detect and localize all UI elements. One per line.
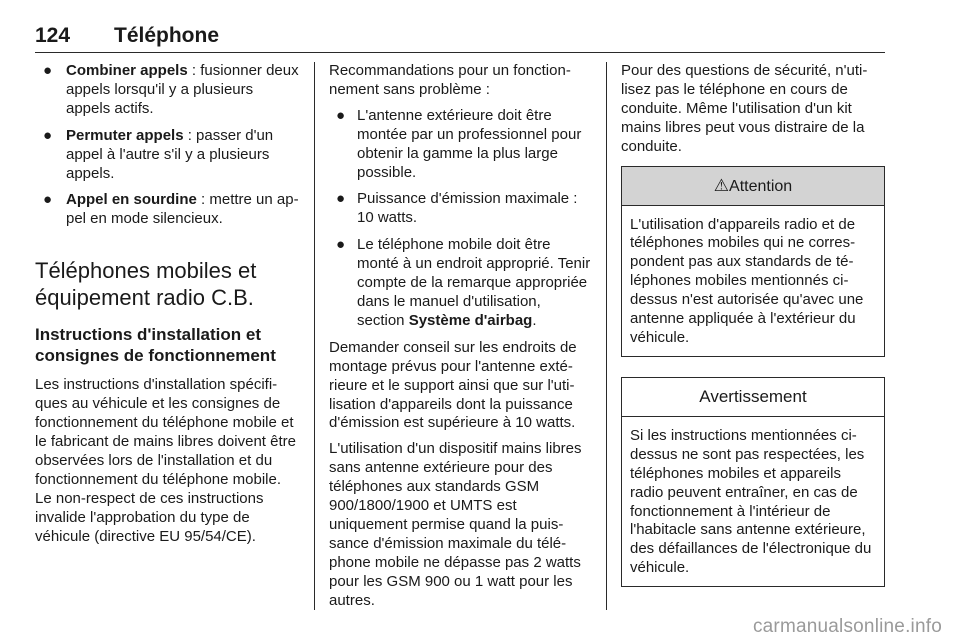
list-item: [329, 107, 591, 183]
avertissement-header: [622, 378, 884, 417]
section-heading: Téléphones mobiles et équipement radio C.B.: [35, 258, 257, 311]
avertissement-title: Avertissement: [699, 386, 807, 406]
bullet-icon: ●: [43, 191, 53, 209]
definition: : passer d'un appel à l'autre s'il y a plusieurs appels.: [66, 126, 274, 182]
avertissement-body: Si les instructions mentionnées ci-dessus ne sont pas respectées, les téléphones mobiles et appareils radio peuvent entraîner, en cas de fonctionnement à l'intérieur de l'habitacle sans antenne extérieure, des défaillances de l'électronique du véhicule.: [630, 426, 872, 577]
list-item: [35, 191, 300, 229]
bullet-icon: ●: [43, 62, 53, 79]
column-middle: [329, 62, 591, 617]
bullet-icon: ●: [336, 190, 346, 208]
bullet-icon: ●: [43, 126, 53, 144]
paragraph: L'utilisation d'un dispositif mains libres sans antenne extérieure pour des téléphones aux standards GSM 900/1800/1900 et UMTS est uniquement permise quand la puissance d'émission maximale du téléphone mobile ne dépasse pas 2 watts pour les GSM 900 ou 1 watt pour les autres.: [329, 440, 582, 609]
list-item: [35, 62, 300, 119]
attention-box: [621, 166, 885, 357]
term: Combiner appels: [66, 62, 188, 79]
list-item-text: Puissance d'émission maximale : 10 watts.: [357, 190, 578, 227]
definition: : fusionner deux appels lorsqu'il y a plusieurs appels actifs.: [66, 62, 299, 117]
page-number: 124: [35, 24, 71, 47]
list-item: [35, 127, 300, 184]
list-item: [329, 236, 591, 331]
attention-title: Attention: [729, 177, 793, 195]
paragraph: Pour des questions de sécurité, n'utilisez pas le téléphone en cours de conduite. Même l'utilisation d'un kit mains libres peut vous distraire de la conduite.: [621, 62, 868, 155]
definition: : mettre un appel en mode silencieux.: [66, 191, 299, 228]
bullet-icon: ●: [336, 106, 346, 124]
list-item-text: L'antenne extérieure doit être montée par un professionnel pour obtenir la gamme la plus large possible.: [357, 106, 582, 181]
page-title: Téléphone: [114, 24, 220, 47]
list-item: [329, 190, 591, 228]
section-reference-link[interactable]: Système d'airbag: [408, 311, 533, 329]
list-item-end: .: [532, 311, 537, 329]
page-header: [35, 24, 885, 53]
paragraph: Demander conseil sur les endroits de montage prévus pour l'antenne extérieure et le support ainsi que sur l'utilisation d'appareils dont la puissance d'émission est supérieure à 10 watts.: [329, 338, 577, 432]
bullet-icon: ●: [336, 236, 346, 254]
avertissement-box: [621, 377, 885, 587]
intro-paragraph: Recommandations pour un fonctionnement sans problème :: [329, 62, 571, 98]
term: Appel en sourdine: [66, 191, 197, 209]
column-left: [35, 62, 300, 553]
column-right: [621, 62, 885, 587]
attention-body: L'utilisation d'appareils radio et de téléphones mobiles qui ne correspondent pas aux standards de téléphones mobiles mentionnés ci-dessus n'est autorisée qu'avec une antenne appliquée à l'extérieur du véhicule.: [630, 215, 864, 346]
list-item-text: Le téléphone mobile doit être monté à un endroit approprié. Tenir compte de la remarque appropriée dans le manuel d'utilisation, section: [357, 236, 591, 329]
paragraph: Les instructions d'installation spécifiques au véhicule et les consignes de fonctionnement du téléphone mobile et le fabricant de mains libres doivent être observées lors de l'installation et du fonctionnement du téléphone mobile. Le non-respect de ces instructions invalide l'approbation du type de véhicule (directive EU 95/54/CE).: [35, 376, 296, 545]
term: Permuter appels: [66, 126, 184, 144]
warning-triangle-icon: ⚠: [713, 175, 730, 195]
watermark: carmanualsonline.info: [752, 616, 942, 637]
column-divider: [606, 62, 607, 610]
subheading: Instructions d'installation et consignes de fonctionnement: [35, 325, 276, 366]
column-divider: [314, 62, 315, 610]
attention-header: [622, 167, 884, 206]
